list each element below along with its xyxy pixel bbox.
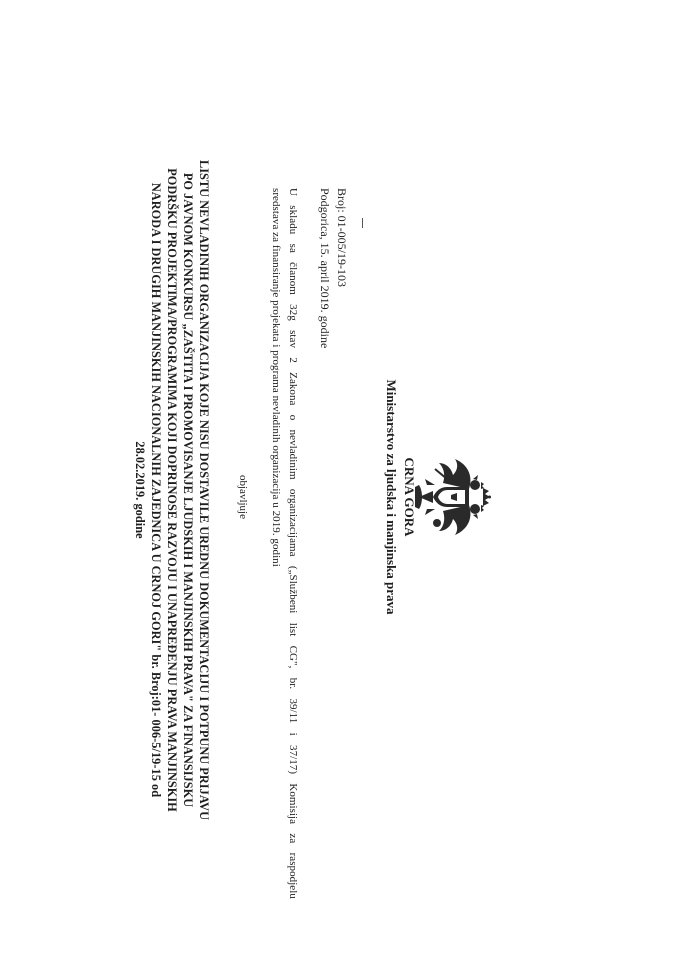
reference-number: Broj: 01-005/19-103 xyxy=(335,188,349,287)
reference-place-date: Podgorica, 15. april 2019. godine xyxy=(318,188,332,349)
document-title-line-3: PODRŠKU PROJEKTIMA/PROGRAMIMA KOJI DOPRINOSE RAZVOJU I UNAPREĐENJU PRAVA MANJINSKIH xyxy=(165,168,179,812)
divider xyxy=(362,218,363,228)
announcement-verb: objavljuje xyxy=(237,475,249,519)
document-title-line-4: NARODA I DRUGIH MANJINSKIH NACIONALNIH ZAJEDNICA U CRNOJ GORI" br. Broj:01- 006-5/19-15 od xyxy=(149,182,163,798)
country-heading: CRNA GORA xyxy=(402,457,417,537)
document-title-line-2: PO JAVNOM KONKURSU „ZAŠTITA I PROMOVISANJE LJUDSKIH I MANJINSKIH PRAVA" ZA FINANSIJSKU xyxy=(181,172,195,808)
document-title-line-1: LISTU NEVLADINIH ORGANIZACIJA KOJE NISU DOSTAVILE UREDNU DOKUMENTACIJU I POTPUNU PRIJAVU xyxy=(197,159,211,821)
ministry-heading: Ministarstvo za ljudska i manjinska prava xyxy=(384,379,399,615)
document-title-line-5: 28.02.2019. godine xyxy=(133,441,147,539)
intro-paragraph-line-2: sredstava za finansiranje projekata i programa nevladinih organizacija u 2019. godini xyxy=(270,188,282,567)
montenegro-coat-of-arms-icon xyxy=(413,455,491,539)
intro-paragraph-line-1: U skladu sa članom 32g stav 2 Zakona o nevladinim organizacijama („Službeni list CG", br. 39/11 i 37/17) Komisija za raspodjelu xyxy=(287,188,299,899)
